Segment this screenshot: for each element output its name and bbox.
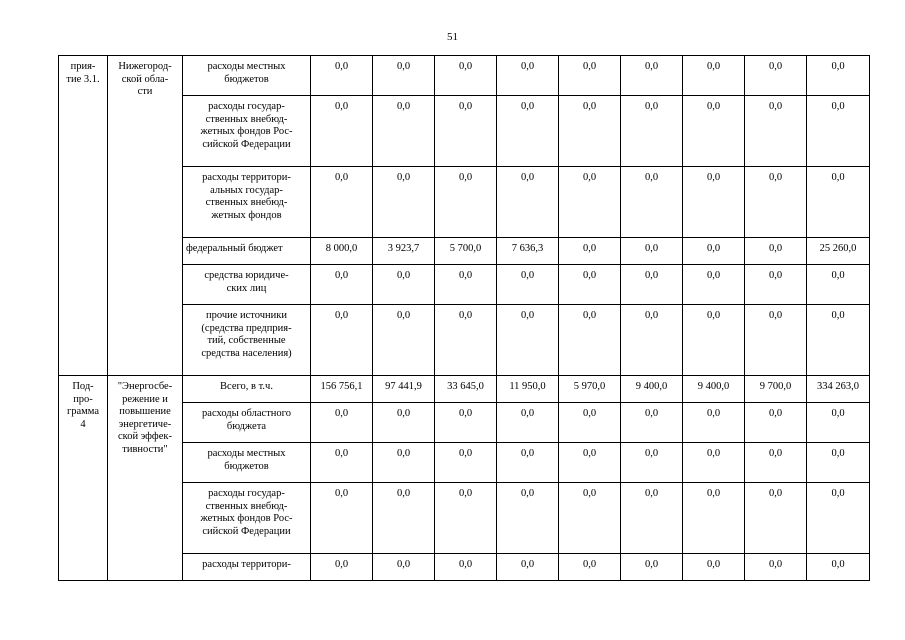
- funding-source-cell: федеральный бюджет: [183, 238, 311, 265]
- value-cell: 0,0: [435, 554, 497, 581]
- value-cell: 0,0: [435, 443, 497, 483]
- value-cell: 0,0: [497, 443, 559, 483]
- value-cell: 0,0: [311, 96, 373, 167]
- page-number: 51: [447, 31, 458, 43]
- value-cell: 0,0: [683, 305, 745, 376]
- value-cell: 0,0: [373, 483, 435, 554]
- value-cell: 0,0: [373, 56, 435, 96]
- value-cell: 0,0: [621, 96, 683, 167]
- value-cell: 0,0: [807, 167, 870, 238]
- value-cell: 0,0: [683, 483, 745, 554]
- value-cell: 25 260,0: [807, 238, 870, 265]
- value-cell: 11 950,0: [497, 376, 559, 403]
- program-cell: Под- про- грамма 4: [59, 376, 108, 581]
- funding-source-cell: расходы территори- альных государ- ственных внебюд- жетных фондов: [183, 167, 311, 238]
- value-cell: 9 400,0: [683, 376, 745, 403]
- value-cell: 0,0: [559, 238, 621, 265]
- value-cell: 0,0: [807, 96, 870, 167]
- value-cell: 0,0: [807, 403, 870, 443]
- value-cell: 7 636,3: [497, 238, 559, 265]
- value-cell: 0,0: [435, 167, 497, 238]
- value-cell: 0,0: [311, 167, 373, 238]
- value-cell: 0,0: [621, 443, 683, 483]
- value-cell: 334 263,0: [807, 376, 870, 403]
- value-cell: 5 970,0: [559, 376, 621, 403]
- budget-table: [58, 55, 870, 581]
- value-cell: 0,0: [497, 265, 559, 305]
- value-cell: 0,0: [683, 554, 745, 581]
- program-cell: прия- тие 3.1.: [59, 56, 108, 376]
- value-cell: 0,0: [745, 167, 807, 238]
- value-cell: 8 000,0: [311, 238, 373, 265]
- value-cell: 0,0: [373, 554, 435, 581]
- value-cell: 0,0: [745, 96, 807, 167]
- value-cell: 0,0: [435, 403, 497, 443]
- value-cell: 0,0: [745, 443, 807, 483]
- value-cell: 0,0: [807, 305, 870, 376]
- value-cell: 0,0: [745, 305, 807, 376]
- value-cell: 0,0: [311, 403, 373, 443]
- value-cell: 0,0: [559, 265, 621, 305]
- program-name-cell: Нижегород- ской обла- сти: [108, 56, 183, 376]
- value-cell: 0,0: [559, 443, 621, 483]
- value-cell: 0,0: [497, 96, 559, 167]
- value-cell: 0,0: [311, 554, 373, 581]
- value-cell: 0,0: [621, 167, 683, 238]
- value-cell: 0,0: [683, 96, 745, 167]
- value-cell: 0,0: [373, 167, 435, 238]
- value-cell: 0,0: [497, 483, 559, 554]
- value-cell: 0,0: [745, 403, 807, 443]
- table-row: [59, 56, 870, 96]
- value-cell: 0,0: [435, 265, 497, 305]
- value-cell: 9 700,0: [745, 376, 807, 403]
- value-cell: 0,0: [807, 483, 870, 554]
- table-row: [59, 376, 870, 403]
- value-cell: 0,0: [373, 96, 435, 167]
- value-cell: 3 923,7: [373, 238, 435, 265]
- value-cell: 0,0: [621, 305, 683, 376]
- value-cell: 0,0: [311, 483, 373, 554]
- value-cell: 0,0: [497, 167, 559, 238]
- value-cell: 0,0: [559, 554, 621, 581]
- value-cell: 0,0: [559, 56, 621, 96]
- value-cell: 5 700,0: [435, 238, 497, 265]
- funding-source-cell: расходы областного бюджета: [183, 403, 311, 443]
- funding-source-cell: расходы местных бюджетов: [183, 56, 311, 96]
- value-cell: 0,0: [621, 238, 683, 265]
- value-cell: 0,0: [497, 403, 559, 443]
- value-cell: 0,0: [745, 483, 807, 554]
- value-cell: 0,0: [497, 305, 559, 376]
- value-cell: 0,0: [807, 265, 870, 305]
- value-cell: 0,0: [683, 167, 745, 238]
- value-cell: 0,0: [559, 403, 621, 443]
- value-cell: 0,0: [621, 554, 683, 581]
- value-cell: 0,0: [497, 56, 559, 96]
- value-cell: 0,0: [621, 403, 683, 443]
- funding-source-cell: расходы государ- ственных внебюд- жетных фондов Рос- сийской Федерации: [183, 483, 311, 554]
- funding-source-cell: прочие источники (средства предприя- тий, собственные средства населения): [183, 305, 311, 376]
- value-cell: 0,0: [435, 305, 497, 376]
- funding-source-cell: расходы государ- ственных внебюд- жетных фондов Рос- сийской Федерации: [183, 96, 311, 167]
- value-cell: 0,0: [683, 443, 745, 483]
- value-cell: 0,0: [435, 96, 497, 167]
- value-cell: 0,0: [683, 56, 745, 96]
- value-cell: 0,0: [683, 403, 745, 443]
- value-cell: 0,0: [745, 265, 807, 305]
- value-cell: 156 756,1: [311, 376, 373, 403]
- value-cell: 0,0: [373, 305, 435, 376]
- value-cell: 0,0: [807, 56, 870, 96]
- funding-source-cell: средства юридиче- ских лиц: [183, 265, 311, 305]
- value-cell: 0,0: [311, 443, 373, 483]
- value-cell: 0,0: [559, 305, 621, 376]
- value-cell: 0,0: [373, 443, 435, 483]
- value-cell: 0,0: [559, 96, 621, 167]
- funding-source-cell: расходы местных бюджетов: [183, 443, 311, 483]
- value-cell: 0,0: [745, 554, 807, 581]
- value-cell: 0,0: [373, 403, 435, 443]
- program-name-cell: "Энергосбе- режение и повышение энергетиче- ской эффек- тивности": [108, 376, 183, 581]
- value-cell: 0,0: [621, 483, 683, 554]
- value-cell: 0,0: [373, 265, 435, 305]
- value-cell: 0,0: [435, 483, 497, 554]
- value-cell: 0,0: [745, 56, 807, 96]
- value-cell: 33 645,0: [435, 376, 497, 403]
- value-cell: 0,0: [311, 305, 373, 376]
- value-cell: 0,0: [621, 265, 683, 305]
- value-cell: 0,0: [683, 238, 745, 265]
- value-cell: 0,0: [807, 443, 870, 483]
- value-cell: 0,0: [497, 554, 559, 581]
- value-cell: 0,0: [683, 265, 745, 305]
- value-cell: 0,0: [311, 56, 373, 96]
- value-cell: 0,0: [559, 483, 621, 554]
- funding-source-cell: Всего, в т.ч.: [183, 376, 311, 403]
- value-cell: 0,0: [435, 56, 497, 96]
- value-cell: 0,0: [559, 167, 621, 238]
- value-cell: 9 400,0: [621, 376, 683, 403]
- value-cell: 0,0: [745, 238, 807, 265]
- funding-source-cell: расходы территори-: [183, 554, 311, 581]
- value-cell: 0,0: [621, 56, 683, 96]
- table-body: [59, 56, 870, 581]
- value-cell: 0,0: [311, 265, 373, 305]
- value-cell: 0,0: [807, 554, 870, 581]
- value-cell: 97 441,9: [373, 376, 435, 403]
